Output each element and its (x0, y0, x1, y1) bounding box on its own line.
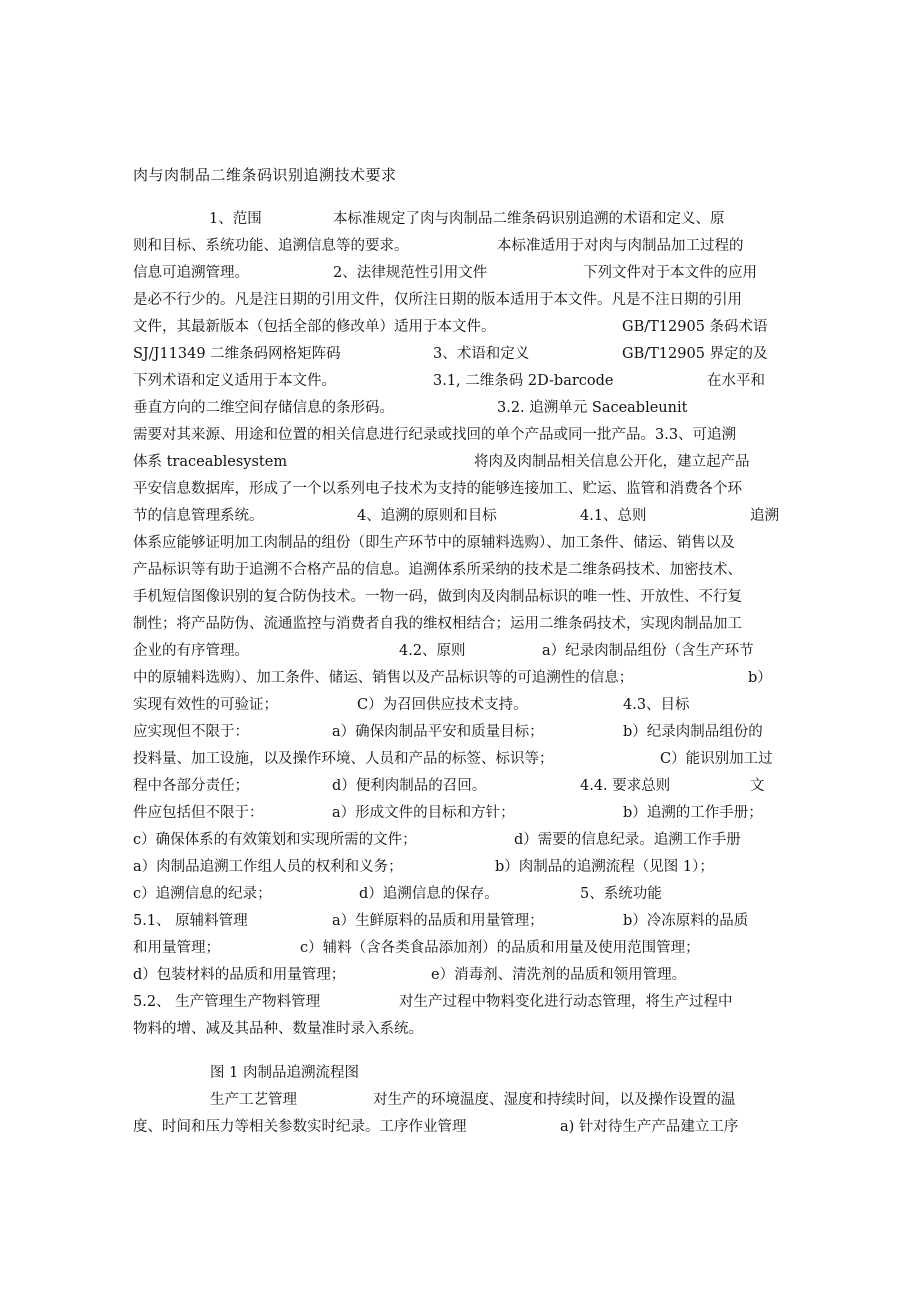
text-segment: C）为召回供应技术支持。 (357, 697, 528, 713)
text-line (133, 449, 788, 476)
text-line (133, 665, 788, 692)
text-segment: 是必不行少的。凡是注日期的引用文件，仅所注日期的版本适用于本文件。凡是不注日期的引用 (133, 292, 742, 308)
text-line (133, 530, 788, 557)
text-segment: 对生产过程中物料变化进行动态管理，将生产过程中 (399, 994, 733, 1010)
text-line (133, 908, 788, 935)
text-segment: 4.3、目标 (623, 697, 690, 713)
text-line (133, 341, 788, 368)
text-line (133, 368, 788, 395)
text-segment: GB/T12905 条码术语 (622, 319, 768, 335)
text-line (133, 854, 788, 881)
text-segment: b）纪录肉制品组份的 (623, 724, 763, 740)
text-segment: a）形成文件的目标和方针； (332, 805, 515, 821)
text-line (133, 260, 788, 287)
text-segment: 下列术语和定义适用于本文件。 (133, 373, 336, 389)
text-segment: 本标准规定了肉与肉制品二维条码识别追溯的术语和定义、原 (333, 211, 725, 227)
text-segment: 件应包括但不限于： (133, 805, 264, 821)
text-segment: C）能识别加工过 (660, 751, 773, 767)
text-segment: 3.1, 二维条码 2D-barcode (433, 373, 614, 389)
text-segment: 3.2. 追溯单元 Saceableunit (497, 400, 688, 416)
text-segment: 需要对其来源、用途和位置的相关信息进行纪录或找回的单个产品或同一批产品。3.3、可追溯 (133, 427, 737, 443)
text-segment: GB/T12905 界定的及 (622, 346, 768, 362)
text-segment: 5.2、 生产管理生产物料管理 (133, 994, 321, 1010)
text-segment: 5.1、 原辅料管理 (133, 913, 248, 929)
text-segment: 体系 traceablesystem (133, 454, 288, 470)
text-segment: 节的信息管理系统。 (133, 508, 264, 524)
text-line (133, 557, 788, 584)
text-line (133, 233, 788, 260)
text-line (133, 719, 788, 746)
text-line (133, 422, 788, 449)
text-segment: b）肉制品的追溯流程（见图 1）； (495, 859, 714, 875)
text-segment: 追溯 (750, 508, 779, 524)
text-line (133, 881, 788, 908)
text-segment: 文件，其最新版本（包括全部的修改单）适用于本文件。 (133, 319, 496, 335)
text-line (133, 584, 788, 611)
text-line (133, 1087, 788, 1114)
text-line (133, 827, 788, 854)
figure-caption: 图 1 肉制品追溯流程图 (210, 1065, 359, 1081)
text-segment: 和用量管理； (133, 940, 220, 956)
text-segment: a）纪录肉制品组份（含生产环节 (542, 643, 754, 659)
text-segment: 实现有效性的可验证； (133, 697, 278, 713)
text-segment: a）生鲜原料的品质和用量管理； (332, 913, 544, 929)
text-segment: 对生产的环境温度、湿度和持续时间，以及操作设置的温 (373, 1092, 736, 1108)
text-segment: 平安信息数据库，形成了一个以系列电子技术为支持的能够连接加工、贮运、监管和消费各个环 (133, 481, 742, 497)
text-segment: b） (748, 670, 772, 686)
text-segment: 垂直方向的二维空间存储信息的条形码。 (133, 400, 394, 416)
text-segment: b）冷冻原料的品质 (623, 913, 749, 929)
text-line (133, 692, 788, 719)
text-segment: d）追溯信息的保存。 (359, 886, 499, 902)
text-segment: 文 (750, 778, 765, 794)
text-segment: 将肉及肉制品相关信息公开化，建立起产品 (474, 454, 750, 470)
text-line (133, 314, 788, 341)
text-segment: SJ/J11349 二维条码网格矩阵码 (133, 346, 341, 362)
document-body-continued (133, 1087, 788, 1141)
text-segment: 产品标识等有助于追溯不合格产品的信息。追溯体系所采纳的技术是二维条码技术、加密技术、 (133, 562, 742, 578)
text-line (133, 989, 788, 1016)
text-segment: 度、时间和压力等相关参数实时纪录。工序作业管理 (133, 1119, 467, 1135)
text-segment: 5、系统功能 (580, 886, 662, 902)
text-segment: d）包装材料的品质和用量管理； (133, 967, 346, 983)
text-segment: a）肉制品追溯工作组人员的权利和义务； (133, 859, 403, 875)
text-segment: 企业的有序管理。 (133, 643, 249, 659)
text-segment: a）确保肉制品平安和质量目标； (332, 724, 544, 740)
text-segment: c）辅料（含各类食品添加剂）的品质和用量及使用范围管理； (300, 940, 700, 956)
text-segment: 4、追溯的原则和目标 (357, 508, 497, 524)
text-line (133, 395, 788, 422)
text-line (133, 1016, 788, 1043)
text-line (133, 206, 788, 233)
text-segment: 体系应能够证明加工肉制品的组份（即生产环节中的原辅料选购）、加工条件、储运、销售以及 (133, 535, 735, 551)
text-segment: 中的原辅料选购）、加工条件、储运、销售以及产品标识等的可追溯性的信息； (133, 670, 634, 686)
text-line (133, 746, 788, 773)
text-segment: 下列文件对于本文件的应用 (583, 265, 757, 281)
text-segment: 信息可追溯管理。 (133, 265, 249, 281)
text-segment: 物料的增、减及其品种、数量准时录入系统。 (133, 1021, 423, 1037)
text-segment: 投料量、加工设施，以及操作环境、人员和产品的标签、标识等； (133, 751, 554, 767)
text-segment: c）追溯信息的纪录； (133, 886, 272, 902)
text-segment: 在水平和 (707, 373, 765, 389)
text-segment: d）需要的信息纪录。追溯工作手册 (514, 832, 741, 848)
text-segment: 则和目标、系统功能、追溯信息等的要求。 (133, 238, 409, 254)
text-segment: 应实现但不限于： (133, 724, 249, 740)
text-line (133, 1114, 788, 1141)
text-line (133, 287, 788, 314)
text-line (133, 476, 788, 503)
text-segment: 1、范围 (209, 211, 262, 227)
text-segment: c）确保体系的有效策划和实现所需的文件； (133, 832, 417, 848)
text-segment: b）追溯的工作手册； (623, 805, 763, 821)
text-line (133, 962, 788, 989)
text-segment: 4.2、原则 (399, 643, 466, 659)
text-segment: a) 针对待生产产品建立工序 (560, 1119, 739, 1135)
text-segment: 本标准适用于对肉与肉制品加工过程的 (497, 238, 744, 254)
text-segment: d）便利肉制品的召回。 (332, 778, 487, 794)
text-segment: 2、法律规范性引用文件 (333, 265, 488, 281)
text-segment: 生产工艺管理 (210, 1092, 297, 1108)
document-title: 肉与肉制品二维条码识别追溯技术要求 (133, 166, 397, 184)
text-line (133, 800, 788, 827)
text-segment: 4.4. 要求总则 (580, 778, 671, 794)
text-segment: 3、术语和定义 (433, 346, 530, 362)
text-segment: 手机短信图像识别的复合防伪技术。一物一码，做到肉及肉制品标识的唯一性、开放性、不行复 (133, 589, 742, 605)
text-segment: 4.1、总则 (580, 508, 647, 524)
text-segment: 制性；将产品防伪、流通监控与消费者自我的维权相结合；运用二维条码技术，实现肉制品加工 (133, 616, 742, 632)
text-line (133, 611, 788, 638)
document-body (133, 206, 788, 1043)
text-segment: e）消毒剂、清洗剂的品质和领用管理。 (431, 967, 687, 983)
text-line (133, 503, 788, 530)
text-line (133, 638, 788, 665)
text-line (133, 935, 788, 962)
text-segment: 程中各部分责任； (133, 778, 249, 794)
text-line (133, 773, 788, 800)
